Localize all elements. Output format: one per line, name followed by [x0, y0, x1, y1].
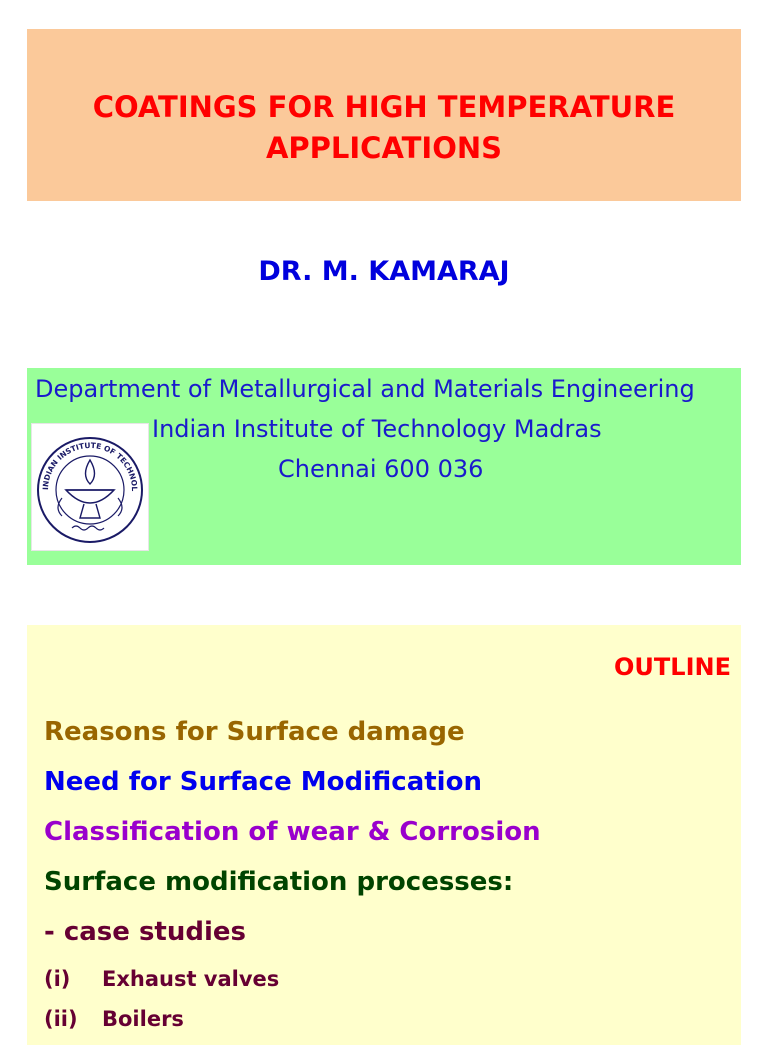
- department-name: Department of Metallurgical and Materials Engineering: [35, 375, 695, 403]
- case-study-label: Exhaust valves: [102, 967, 280, 991]
- iit-madras-logo: [31, 423, 149, 551]
- outline-heading: OUTLINE: [614, 653, 731, 681]
- case-study-label: Boilers: [102, 1007, 184, 1031]
- case-study-boilers: [44, 1007, 184, 1031]
- outline-item-classification: Classification of wear & Corrosion: [44, 817, 541, 847]
- logo-seal-text: INDIAN INSTITUTE OF TECHNOL: [40, 440, 140, 492]
- author-name: DR. M. KAMARAJ: [258, 256, 510, 287]
- outline-item-case-studies: - case studies: [44, 917, 247, 947]
- outline-box: [27, 625, 741, 1045]
- affiliation-box: [27, 368, 741, 565]
- logo-seal-icon: [32, 424, 148, 550]
- title-banner: [27, 29, 741, 201]
- outline-item-surface-modification: Need for Surface Modification: [44, 767, 482, 797]
- outline-item-processes: Surface modification processes:: [44, 867, 514, 897]
- title-line-1: COATINGS FOR HIGH TEMPERATURE: [92, 90, 676, 124]
- institute-name: Indian Institute of Technology Madras: [152, 415, 602, 443]
- title-line-2: APPLICATIONS: [265, 131, 503, 165]
- case-study-number: (ii): [44, 1007, 78, 1031]
- city-pin: Chennai 600 036: [278, 455, 484, 483]
- case-study-number: (i): [44, 967, 71, 991]
- outline-item-surface-damage: Reasons for Surface damage: [44, 717, 465, 747]
- case-study-exhaust-valves: [44, 967, 279, 991]
